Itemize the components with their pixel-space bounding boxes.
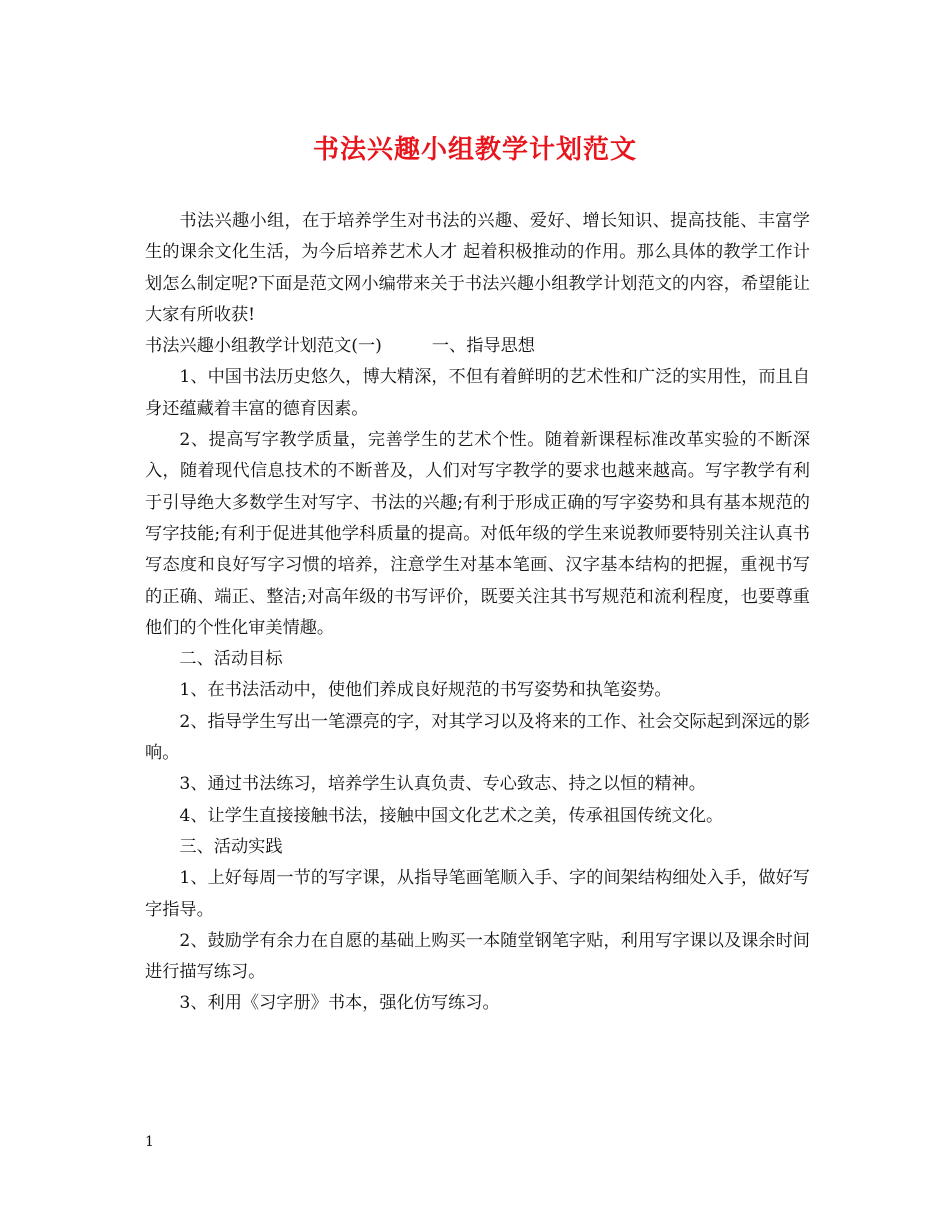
heading-activity-practice: 三、活动实践	[179, 836, 283, 857]
paragraph-goal-4: 4、让学生直接接触书法，接触中国文化艺术之美，传承祖国传统文化。	[179, 805, 724, 826]
document-title: 书法兴趣小组教学计划范文	[312, 135, 637, 165]
section-one-heading: 一、指导思想	[431, 336, 535, 357]
section-heading: 书法兴趣小组教学计划范文(一)	[145, 336, 382, 357]
paragraph-guiding-1: 1、中国书法历史悠久，博大精深，不但有着鲜明的艺术性和广泛的实用性，而且自身还蕴藏着丰富的德育因素。	[145, 367, 810, 419]
heading-activity-goals: 二、活动目标	[179, 649, 283, 670]
paragraph-guiding-2: 2、提高写字教学质量，完善学生的艺术个性。随着新课程标准改革实验的不断深入，随着现代信息技术的不断普及，人们对写字教学的要求也越来越高。写字教学有利于引导绝大多数学生对写字、书法的兴趣;有利于形成正确的写字姿势和具有基本规范的写字技能;有利于促进其他学科质量的提高。对低年级的学生来说教师要特别关注认真书写态度和良好写字习惯的培养，注意学生对基本笔画、汉字基本结构的把握，重视书写的正确、端正、整洁;对高年级的书写评价，既要关注其书写规范和流利程度，也要尊重他们的个性化审美情趣。	[145, 430, 810, 638]
section-heading-line	[145, 331, 810, 362]
paragraph-goal-1: 1、在书法活动中，使他们养成良好规范的书写姿势和执笔姿势。	[179, 680, 672, 701]
document-body	[145, 206, 810, 1020]
intro-paragraph: 书法兴趣小组，在于培养学生对书法的兴趣、爱好、增长知识、提高技能、丰富学生的课余文化生活，为今后培养艺术人才 起着积极推动的作用。那么具体的教学工作计划怎么制定呢?下面是范文网小编带来关于书法兴趣小组教学计划范文的内容，希望能让大家有所收获!	[145, 211, 810, 325]
paragraph-practice-3: 3、利用《习字册》书本，强化仿写练习。	[179, 993, 500, 1014]
page-number: 1	[145, 1134, 154, 1150]
paragraph-practice-2: 2、鼓励学有余力在自愿的基础上购买一本随堂钢笔字贴，利用写字课以及课余时间进行描写练习。	[145, 930, 810, 983]
paragraph-goal-3: 3、通过书法练习，培养学生认真负责、专心致志、持之以恒的精神。	[179, 774, 706, 795]
paragraph-goal-2: 2、指导学生写出一笔漂亮的字，对其学习以及将来的工作、社会交际起到深远的影响。	[145, 711, 810, 764]
paragraph-practice-1: 1、上好每周一节的写字课，从指导笔画笔顺入手、字的间架结构细处入手，做好写字指导。	[145, 868, 810, 920]
